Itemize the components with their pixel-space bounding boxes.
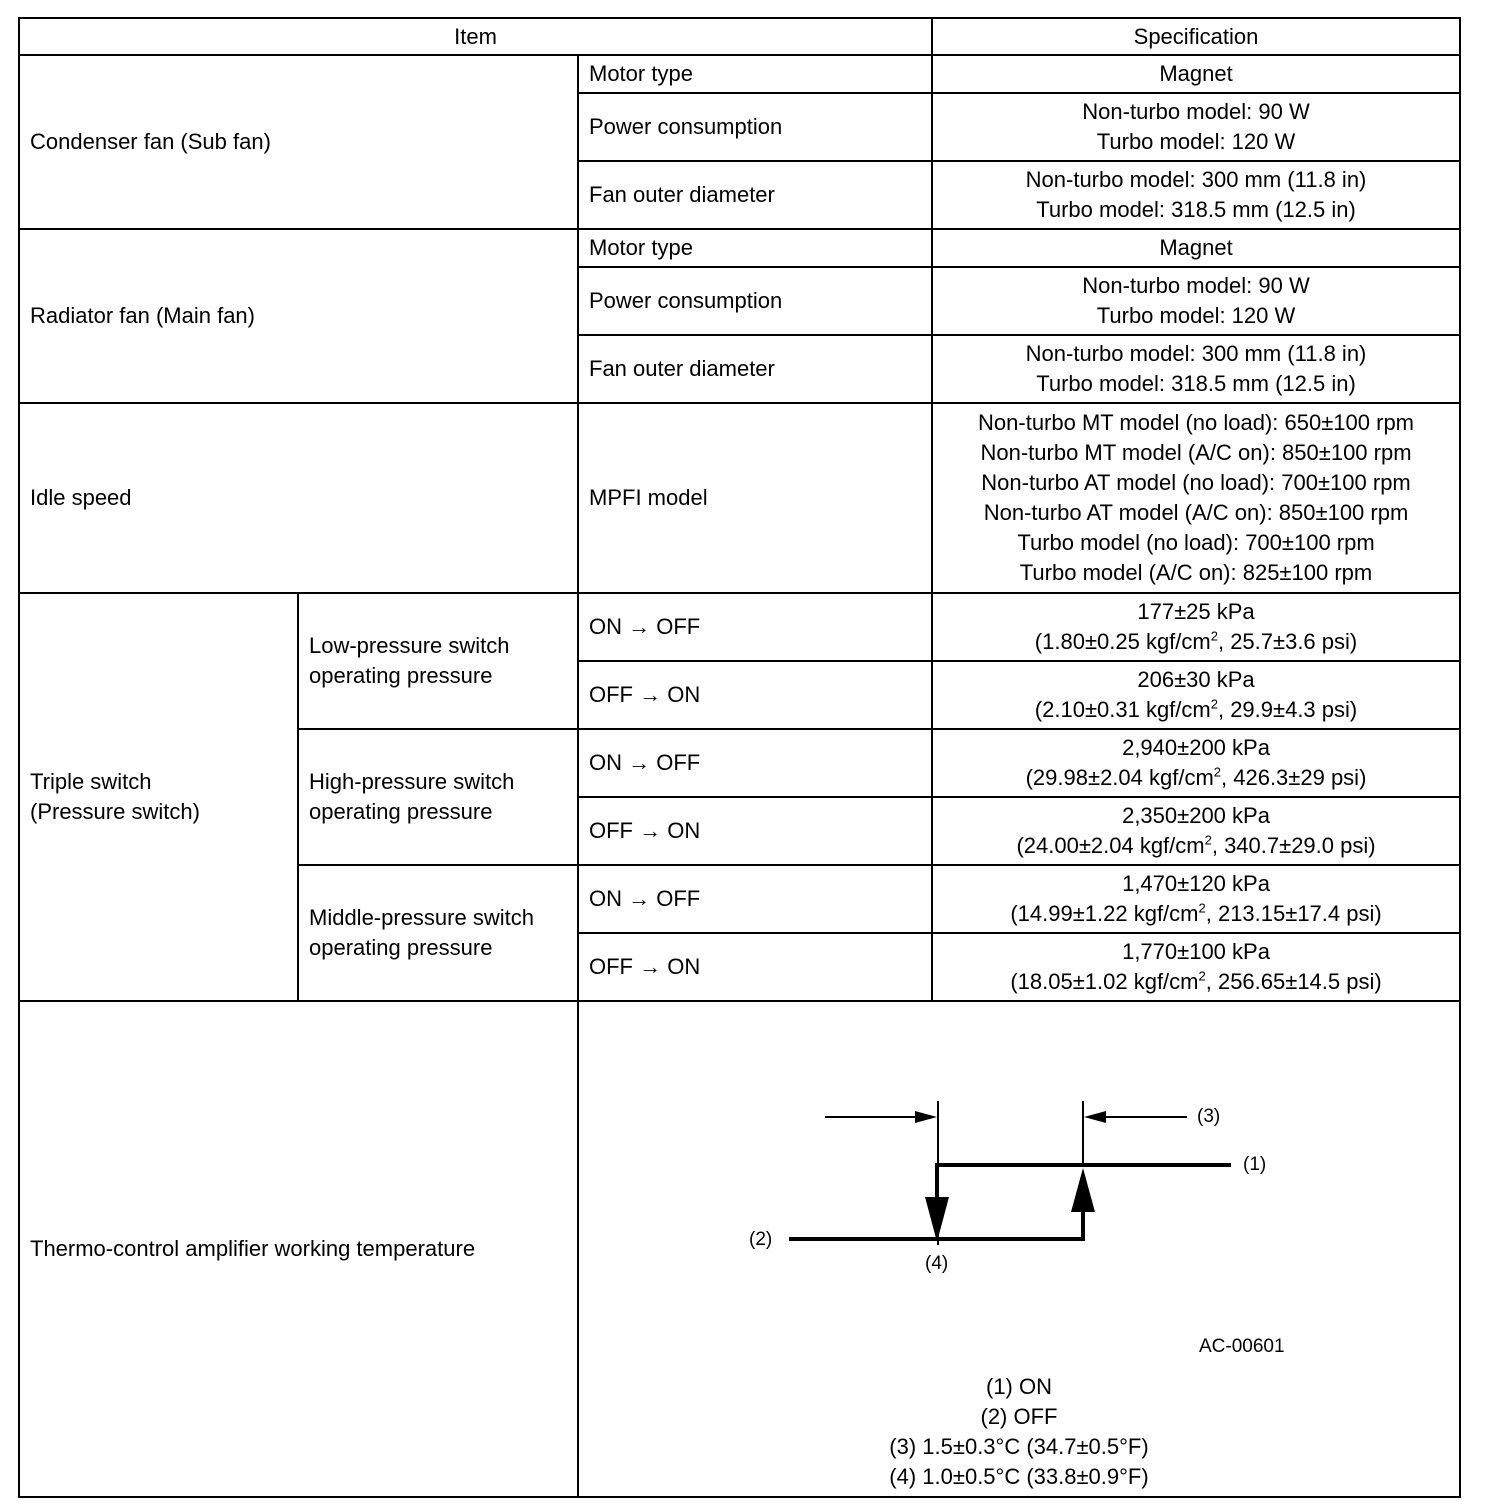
row-spec: Magnet: [932, 55, 1460, 93]
row-name: Fan outer diameter: [578, 335, 932, 403]
triple-switch-label: [19, 593, 298, 1001]
table-row: [19, 1001, 1460, 1497]
specification-table: [18, 17, 1461, 1498]
row-spec: Non-turbo model: 90 W Turbo model: 120 W: [932, 267, 1460, 335]
header-item: Item: [19, 18, 932, 55]
hysteresis-diagram: [579, 1002, 1460, 1372]
condenser-fan-label: Condenser fan (Sub fan): [19, 55, 578, 229]
switch-spec: 177±25 kPa (1.80±0.25 kgf/$cm^2$, 25.7±3.6 psi): [932, 593, 1460, 661]
switch-group-name: Low-pressure switch operating pressure: [298, 593, 578, 729]
thermo-label: Thermo-control amplifier working temperature: [19, 1001, 578, 1497]
figure-code: AC-00601: [1199, 1336, 1285, 1357]
label-4: (4): [925, 1253, 949, 1274]
switch-spec: 2,940±200 kPa (29.98±2.04 kgf/$cm^2$, 426.3±29 psi): [932, 729, 1460, 797]
idle-speed-label: Idle speed: [19, 403, 578, 593]
legend-item: (1) ON: [986, 1374, 1052, 1399]
header-specification: Specification: [932, 18, 1460, 55]
row-name: Motor type: [578, 229, 932, 267]
radiator-fan-label: Radiator fan (Main fan): [19, 229, 578, 403]
row-spec: Non-turbo model: 90 W Turbo model: 120 W: [932, 93, 1460, 161]
drop-arrow: [925, 1197, 949, 1242]
switch-spec: 1,770±100 kPa (18.05±1.02 kgf/$cm^2$, 256.65±14.5 psi): [932, 933, 1460, 1001]
legend-item: (2) OFF: [980, 1404, 1058, 1429]
idle-speed-model: MPFI model: [578, 403, 932, 593]
label-1: (1): [1243, 1154, 1267, 1175]
table-row: [19, 229, 1460, 267]
thermo-spec-cell: [578, 1001, 1460, 1497]
dim-arrow-left: [915, 1111, 937, 1123]
switch-direction: ON → OFF: [578, 729, 932, 797]
row-name: Power consumption: [578, 267, 932, 335]
row-spec: Magnet: [932, 229, 1460, 267]
thermo-legend: [579, 1372, 1459, 1492]
table-row: [19, 55, 1460, 93]
header-row: [19, 18, 1460, 55]
switch-spec: 206±30 kPa (2.10±0.31 kgf/$cm^2$, 29.9±4.3 psi): [932, 661, 1460, 729]
switch-spec: 1,470±120 kPa (14.99±1.22 kgf/$cm^2$, 213.15±17.4 psi): [932, 865, 1460, 933]
switch-spec: 2,350±200 kPa (24.00±2.04 kgf/$cm^2$, 340.7±29.0 psi): [932, 797, 1460, 865]
switch-direction: ON → OFF: [578, 865, 932, 933]
switch-direction: OFF → ON: [578, 661, 932, 729]
row-name: Fan outer diameter: [578, 161, 932, 229]
switch-direction: OFF → ON: [578, 933, 932, 1001]
label-3: (3): [1197, 1106, 1221, 1127]
triple-switch-label-line2: (Pressure switch): [30, 799, 200, 824]
table-row: [19, 403, 1460, 593]
rise-arrow: [1071, 1168, 1095, 1212]
row-name: Motor type: [578, 55, 932, 93]
row-spec: Non-turbo model: 300 mm (11.8 in) Turbo model: 318.5 mm (12.5 in): [932, 161, 1460, 229]
idle-speed-spec: Non-turbo MT model (no load): 650±100 rpm Non-turbo MT model (A/C on): 850±100 rpm Non-turbo AT model (no load): 700±100 rpm Non-turbo AT model (A/C on): 850±100 rpm Turbo model (no load): 700±100 rpm Turbo model (A/C on): 825±100 rpm: [932, 403, 1460, 593]
switch-group-name: High-pressure switch operating pressure: [298, 729, 578, 865]
legend-item: (4) 1.0±0.5°C (33.8±0.9°F): [889, 1464, 1149, 1489]
table-row: [19, 593, 1460, 661]
switch-direction: OFF → ON: [578, 797, 932, 865]
legend-item: (3) 1.5±0.3°C (34.7±0.5°F): [889, 1434, 1149, 1459]
row-name: Power consumption: [578, 93, 932, 161]
label-2: (2): [749, 1229, 773, 1250]
switch-group-name: Middle-pressure switch operating pressure: [298, 865, 578, 1001]
triple-switch-label-line1: Triple switch: [30, 769, 152, 794]
row-spec: Non-turbo model: 300 mm (11.8 in) Turbo model: 318.5 mm (12.5 in): [932, 335, 1460, 403]
switch-direction: ON → OFF: [578, 593, 932, 661]
